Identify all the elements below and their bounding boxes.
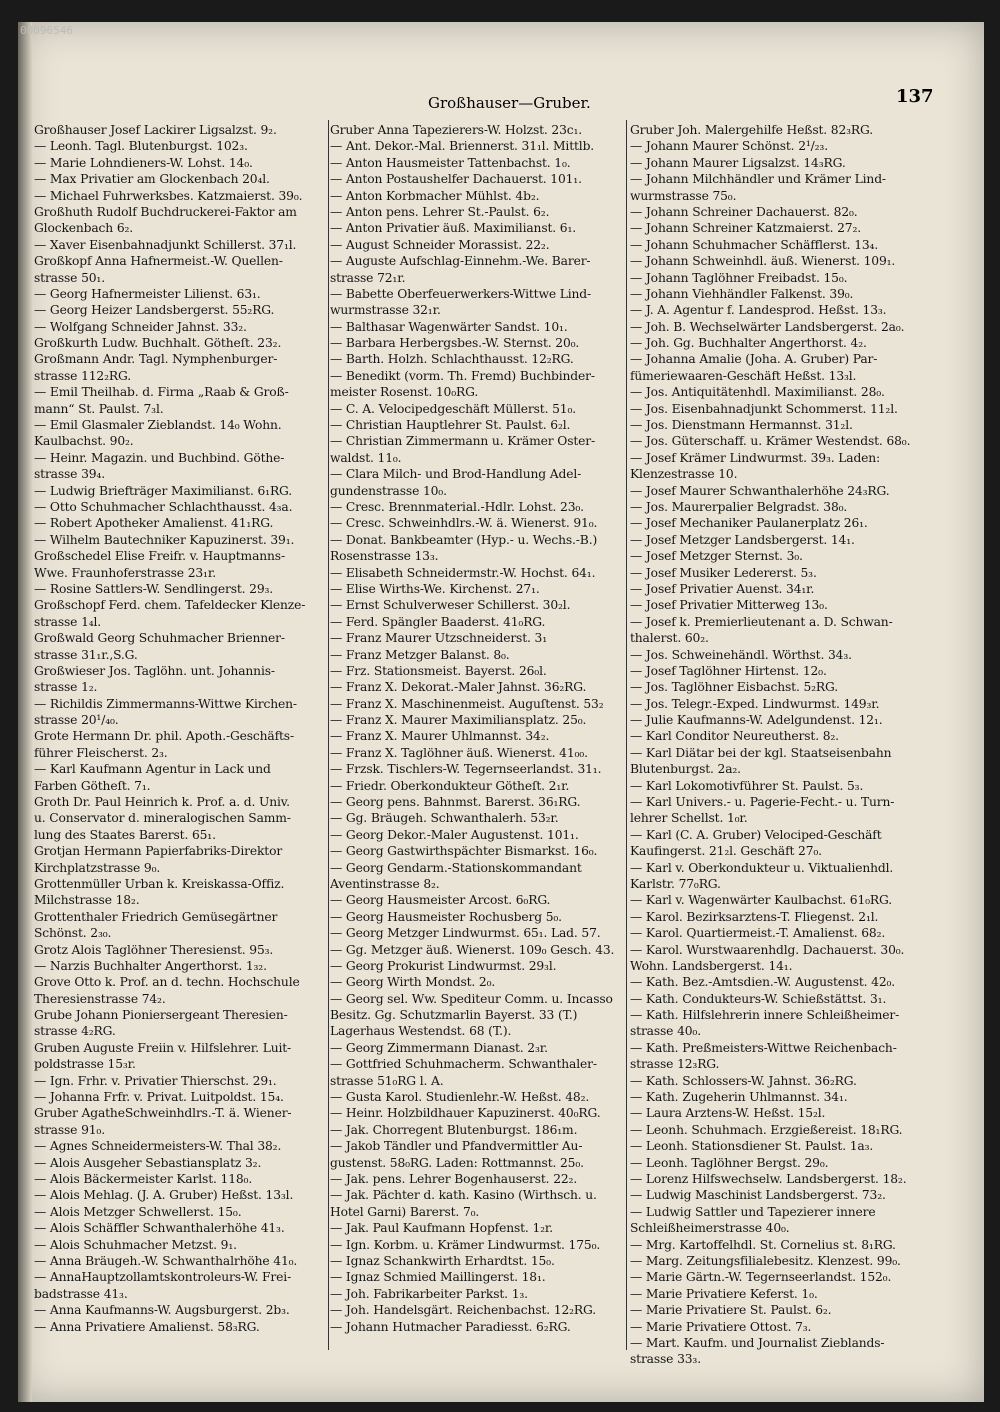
- directory-entry-line: Lagerhaus Westendst. 68 (T.).: [330, 1024, 512, 1039]
- directory-entry-line: — Joh. Gg. Buchhalter Angerthorst. 4₂.: [630, 336, 867, 351]
- directory-entry-line: Grotjan Hermann Papierfabriks-Direktor: [34, 844, 283, 859]
- directory-entry-line: Hotel Garni) Barerst. 7₀.: [330, 1204, 480, 1219]
- directory-entry-line: — Leonh. Taglöhner Bergst. 29₀.: [630, 1155, 829, 1170]
- directory-entry-line: — Josef Metzger Landsbergerst. 14₁.: [630, 532, 855, 547]
- directory-entry-line: — Emil Glasmaler Zieblandst. 14₀ Wohn.: [34, 418, 282, 433]
- directory-entry-line: — Heinr. Magazin. und Buchbind. Göthe-: [34, 450, 285, 465]
- directory-entry-line: — Karl Univers.- u. Pagerie-Fecht.- u. Turn-: [630, 795, 895, 810]
- directory-entry-line: — Anton Hausmeister Tattenbachst. 1₀.: [330, 155, 571, 170]
- directory-entry-line: — Franz Metzger Balanst. 8₀.: [330, 647, 510, 662]
- directory-entry-line: Grote Hermann Dr. phil. Apoth.-Geschäfts-: [34, 729, 294, 744]
- directory-entry-line: — Jak. pens. Lehrer Bogenhauserst. 22₂.: [330, 1172, 578, 1186]
- directory-entry-line: Gruber Anna Tapezierers-W. Holzst. 23c₁.: [330, 123, 583, 137]
- directory-entry-line: — Georg Hausmeister Arcost. 6₀RG.: [330, 893, 551, 908]
- directory-entry-line: — Frz. Stationsmeist. Bayerst. 26₀l.: [330, 663, 547, 678]
- column-divider: [626, 120, 627, 1350]
- directory-entry-line: strasse 12₃RG.: [630, 1057, 720, 1072]
- directory-entry-line: Gruber Joh. Malergehilfe Heßst. 82₃RG.: [630, 123, 874, 137]
- directory-entry-line: waldst. 11₀.: [330, 450, 402, 465]
- directory-entry-line: — Jos. Schweinehändl. Wörthst. 34₃.: [630, 647, 852, 662]
- directory-entry-line: — Anna Privatiere Amalienst. 58₃RG.: [34, 1319, 260, 1334]
- directory-entry-line: Kirchplatzstrasse 9₀.: [34, 860, 161, 875]
- directory-entry-line: meister Rosenst. 10₀RG.: [330, 385, 479, 400]
- directory-column-3: [630, 122, 926, 1382]
- directory-entry-line: strasse 39₄.: [34, 467, 105, 482]
- directory-entry-line: Karlstr. 77₀RG.: [630, 876, 721, 891]
- directory-entry-line: — Karl Diätar bei der kgl. Staatseisenbahn: [630, 745, 892, 760]
- directory-entry-line: Theresienstrasse 74₂.: [34, 991, 166, 1006]
- directory-entry-line: — Kath. Zugeherin Uhlmannst. 34₁.: [630, 1090, 848, 1105]
- directory-entry-line: Milchstrasse 18₂.: [34, 893, 140, 908]
- directory-entry-line: Großhuth Rudolf Buchdruckerei-Faktor am: [34, 204, 297, 219]
- directory-entry-line: Schönst. 2₃₀.: [34, 926, 112, 941]
- directory-entry-line: — Joh. Fabrikarbeiter Parkst. 1₃.: [330, 1286, 528, 1301]
- directory-entry-line: — Ludwig Sattler und Tapezierer innere: [630, 1204, 876, 1219]
- directory-entry-line: — Karl Conditor Neureutherst. 8₂.: [630, 729, 839, 744]
- directory-entry-line: — Georg Heizer Landsbergerst. 55₂RG.: [34, 303, 275, 318]
- directory-entry-line: — Kath. Bez.-Amtsdien.-W. Augustenst. 42₀.: [630, 975, 896, 990]
- directory-entry-line: strasse 4₂RG.: [34, 1024, 116, 1039]
- directory-entry-line: führer Fleischerst. 2₃.: [34, 745, 168, 760]
- directory-entry-line: — Wolfgang Schneider Jahnst. 33₂.: [34, 319, 247, 334]
- directory-entry-line: — Georg Hausmeister Rochusberg 5₀.: [330, 909, 562, 924]
- directory-entry-line: Rosenstrasse 13₃.: [330, 549, 439, 564]
- directory-entry-line: strasse 50₁.: [34, 270, 105, 285]
- directory-entry-line: Aventinstrasse 8₂.: [330, 876, 440, 891]
- directory-entry-line: — Jos. Eisenbahnadjunkt Schommerst. 11₂l.: [630, 401, 898, 416]
- directory-entry-line: — Benedikt (vorm. Th. Fremd) Buchbinder-: [330, 368, 595, 383]
- directory-entry-line: — Josef Privatier Mitterweg 13₀.: [630, 598, 828, 613]
- directory-entry-line: badstrasse 41₃.: [34, 1286, 128, 1301]
- directory-entry-line: — Jak. Paul Kaufmann Hopfenst. 1₂r.: [330, 1221, 554, 1236]
- directory-entry-line: — Franz X. Maschinenmeist. Auguſtenst. 53₂: [330, 696, 604, 711]
- directory-entry-line: — Ignaz Schmied Maillingerst. 18₁.: [330, 1270, 546, 1285]
- directory-entry-line: — Jak. Pächter d. kath. Kasino (Wirthsch. u.: [330, 1188, 597, 1203]
- directory-entry-line: — Georg Gastwirthspächter Bismarkst. 16₀.: [330, 844, 598, 859]
- directory-entry-line: — Ant. Dekor.-Mal. Briennerst. 31₁l. Mittlb.: [330, 139, 595, 154]
- directory-entry-line: — Kath. Hilfslehrerin innere Schleißheimer-: [630, 1008, 900, 1023]
- directory-entry-line: fümeriewaaren-Geschäft Heßst. 13₃l.: [630, 368, 857, 383]
- directory-entry-line: — Marie Privatiere Keferst. 1₀.: [630, 1286, 818, 1301]
- directory-entry-line: — Ludwig Briefträger Maximilianst. 6₁RG.: [34, 483, 293, 498]
- directory-entry-line: Großschedel Elise Freifr. v. Hauptmanns-: [34, 549, 285, 564]
- directory-entry-line: wurmstrasse 32₁r.: [330, 303, 441, 318]
- directory-entry-line: — Jak. Chorregent Blutenburgst. 186₁m.: [330, 1122, 578, 1137]
- directory-entry-line: — Elisabeth Schneidermstr.-W. Hochst. 64₁.: [330, 565, 596, 580]
- directory-entry-line: Kaulbachst. 90₂.: [34, 434, 134, 449]
- directory-entry-line: — Friedr. Oberkondukteur Götheſt. 2₁r.: [330, 778, 570, 793]
- directory-entry-line: — Georg Hafnermeister Lilienst. 63₁.: [34, 286, 261, 301]
- directory-entry-line: strasse 1₄l.: [34, 614, 102, 629]
- directory-entry-line: — Karol. Wurstwaarenhdlg. Dachauerst. 30₀.: [630, 942, 905, 957]
- directory-entry-line: — Anna Bräugeh.-W. Schwanthalrhöhe 41₀.: [34, 1253, 298, 1268]
- directory-entry-line: — Michael Fuhrwerksbes. Katzmaierst. 39₀.: [34, 188, 303, 203]
- directory-entry-line: — Otto Schuhmacher Schlachthausst. 4₃a.: [34, 499, 293, 514]
- directory-entry-line: — Josef Musiker Ledererst. 5₃.: [630, 565, 817, 580]
- directory-entry-line: — Lorenz Hilfswechselw. Landsbergerst. 18₂.: [630, 1172, 907, 1186]
- directory-entry-line: — Robert Apotheker Amalienst. 41₁RG.: [34, 516, 274, 531]
- directory-entry-line: — Georg sel. Ww. Spediteur Comm. u. Incasso: [330, 991, 613, 1006]
- directory-entry-line: — Auguste Aufschlag-Einnehm.-We. Barer-: [330, 254, 591, 269]
- directory-entry-line: — Babette Oberfeuerwerkers-Wittwe Lind-: [330, 286, 592, 301]
- directory-entry-line: Großwieser Jos. Taglöhn. unt. Johannis-: [34, 663, 275, 678]
- directory-entry-line: — Alois Schuhmacher Metzst. 9₁.: [34, 1237, 237, 1252]
- directory-entry-line: — Johanna Frfr. v. Privat. Luitpoldst. 15₄.: [34, 1090, 284, 1105]
- directory-entry-line: Grotz Alois Taglöhner Theresienst. 95₃.: [34, 942, 274, 957]
- directory-entry-line: — Gg. Bräugeh. Schwanthalerh. 53₂r.: [330, 811, 559, 826]
- directory-entry-line: Blutenburgst. 2a₂.: [630, 762, 741, 777]
- directory-entry-line: — Wilhelm Bautechniker Kapuzinerst. 39₁.: [34, 532, 295, 547]
- directory-entry-line: — Anton pens. Lehrer St.-Paulst. 6₂.: [330, 204, 550, 219]
- directory-entry-line: poldstrasse 15₃r.: [34, 1057, 136, 1072]
- directory-entry-line: — Josef Maurer Schwanthalerhöhe 24₃RG.: [630, 483, 890, 498]
- directory-entry-line: — Marie Gärtn.-W. Tegernseerlandst. 152₀.: [630, 1270, 892, 1285]
- directory-entry-line: — Xaver Eisenbahnadjunkt Schillerst. 37₁l.: [34, 237, 297, 252]
- directory-entry-line: Gruben Auguste Freiin v. Hilfslehrer. Luit-: [34, 1040, 292, 1055]
- directory-entry-line: — Josef k. Premierlieutenant a. D. Schwan-: [630, 614, 893, 629]
- directory-entry-line: strasse 31₁r.,S.G.: [34, 647, 138, 662]
- directory-entry-line: thalerst. 60₂.: [630, 631, 709, 646]
- directory-entry-line: strasse 20¹/₄₀.: [34, 713, 119, 728]
- directory-entry-line: strasse 40₀.: [630, 1024, 701, 1039]
- directory-entry-line: — Rosine Sattlers-W. Sendlingerst. 29₃.: [34, 581, 274, 596]
- directory-entry-line: — Cresc. Schweinhdlrs.-W. ä. Wienerst. 91₀.: [330, 516, 598, 531]
- directory-entry-line: — Anna Kaufmanns-W. Augsburgerst. 2b₃.: [34, 1303, 290, 1318]
- directory-entry-line: — Josef Privatier Auenst. 34₁r.: [630, 581, 815, 596]
- directory-entry-line: lehrer Schellst. 1₀r.: [630, 811, 748, 826]
- directory-entry-line: — Georg Prokurist Lindwurmst. 29₃l.: [330, 958, 557, 973]
- directory-entry-line: — Franz X. Dekorat.-Maler Jahnst. 36₂RG.: [330, 680, 587, 695]
- directory-entry-line: — Richildis Zimmermanns-Wittwe Kirchen-: [34, 696, 297, 711]
- directory-entry-line: — Joh. B. Wechselwärter Landsbergerst. 2a₀.: [630, 319, 905, 334]
- directory-entry-line: strasse 51₀RG l. A.: [330, 1073, 444, 1088]
- directory-entry-line: — Leonh. Stationsdiener St. Paulst. 1a₃.: [630, 1139, 874, 1154]
- directory-entry-line: — Donat. Bankbeamter (Hyp.- u. Wechs.-B.): [330, 532, 598, 547]
- directory-entry-line: Grube Johann Pioniersergeant Theresien-: [34, 1008, 288, 1023]
- directory-entry-line: Schleißheimerstrasse 40₀.: [630, 1221, 790, 1236]
- directory-entry-line: Besitz. Gg. Schutzmarlin Bayerst. 33 (T.): [330, 1008, 578, 1023]
- directory-entry-line: — Josef Mechaniker Paulanerplatz 26₁.: [630, 516, 868, 531]
- directory-entry-line: gundenstrasse 10₀.: [330, 483, 447, 498]
- directory-column-2: [330, 122, 626, 1382]
- directory-entry-line: Klenzestrasse 10.: [630, 467, 738, 482]
- directory-entry-line: — Karl v. Oberkondukteur u. Viktualienhdl.: [630, 860, 894, 875]
- directory-entry-line: Grove Otto k. Prof. an d. techn. Hochschule: [34, 975, 300, 990]
- directory-entry-line: — Johann Viehhändler Falkenst. 39₀.: [630, 286, 854, 301]
- directory-entry-line: — Marie Privatiere Ottost. 7₃.: [630, 1319, 812, 1334]
- directory-entry-line: — Karl Lokomotivführer St. Paulst. 5₃.: [630, 778, 864, 793]
- directory-entry-line: — Balthasar Wagenwärter Sandst. 10₁.: [330, 319, 568, 334]
- running-title: Großhauser—Gruber.: [428, 94, 591, 112]
- directory-entry-line: — Barbara Herbergsbes.-W. Sternst. 20₀.: [330, 336, 580, 351]
- directory-entry-line: — Max Privatier am Glockenbach 20₄l.: [34, 172, 270, 187]
- directory-entry-line: — Laura Arztens-W. Heßst. 15₂l.: [630, 1106, 826, 1121]
- directory-entry-line: — Jos. Güterschaff. u. Krämer Westendst. 68₀.: [630, 434, 911, 449]
- directory-entry-line: — Agnes Schneidermeisters-W. Thal 38₂.: [34, 1139, 282, 1154]
- page-number: 137: [896, 86, 934, 107]
- directory-entry-line: — Franz X. Maurer Maximiliansplatz. 25₀.: [330, 713, 587, 728]
- directory-entry-line: — Ludwig Maschinist Landsbergerst. 73₂.: [630, 1188, 886, 1203]
- book-spine-edge: [18, 22, 32, 1402]
- directory-entry-line: Groth Dr. Paul Heinrich k. Prof. a. d. Univ.: [34, 795, 290, 810]
- directory-entry-line: — Johann Schreiner Dachauerst. 82₀.: [630, 204, 858, 219]
- directory-entry-line: — Georg Gendarm.-Stationskommandant: [330, 860, 582, 875]
- directory-entry-line: — Cresc. Brennmaterial.-Hdlr. Lohst. 23₀.: [330, 499, 584, 514]
- directory-entry-line: Kaufingerst. 21₂l. Geschäft 27₀.: [630, 844, 822, 859]
- directory-entry-line: — August Schneider Morassist. 22₂.: [330, 237, 550, 252]
- directory-entry-line: — Jos. Dienstmann Hermannst. 31₂l.: [630, 418, 853, 433]
- directory-entry-line: — Alois Metzger Schwellerst. 15₀.: [34, 1204, 242, 1219]
- directory-entry-line: — Narzis Buchhalter Angerthorst. 1₃₂.: [34, 958, 267, 973]
- directory-entry-line: — Ernst Schulverweser Schillerst. 30₂l.: [330, 598, 571, 613]
- directory-entry-line: Wwe. Fraunhoferstrasse 23₁r.: [34, 565, 216, 580]
- directory-entry-line: lung des Staates Barerst. 65₁.: [34, 827, 216, 842]
- directory-entry-line: — Josef Krämer Lindwurmst. 39₃. Laden:: [630, 450, 881, 465]
- directory-entry-line: — Karl v. Wagenwärter Kaulbachst. 61₀RG.: [630, 893, 893, 908]
- directory-entry-line: — Kath. Condukteurs-W. Schießstättst. 3₁.: [630, 991, 887, 1006]
- page-header: [18, 74, 984, 112]
- directory-column-1: [34, 122, 330, 1382]
- directory-entry-line: — Jos. Telegr.-Exped. Lindwurmst. 149₃r.: [630, 696, 880, 711]
- directory-entry-line: — Georg pens. Bahnmst. Barerst. 36₁RG.: [330, 795, 581, 810]
- directory-entry-line: — Jos. Taglöhner Eisbachst. 5₂RG.: [630, 680, 839, 695]
- directory-entry-line: — Georg Metzger Lindwurmst. 65₁. Lad. 57.: [330, 926, 601, 941]
- directory-entry-line: Wohn. Landsbergerst. 14₁.: [630, 958, 793, 973]
- directory-entry-line: Großmann Andr. Tagl. Nymphenburger-: [34, 352, 278, 367]
- directory-entry-line: — Marie Lohndieners-W. Lohst. 14₀.: [34, 155, 253, 170]
- directory-entry-line: strasse 91₀.: [34, 1122, 105, 1137]
- directory-entry-line: u. Conservator d. mineralogischen Samm-: [34, 811, 291, 826]
- directory-entry-line: — Anton Privatier äuß. Maximilianst. 6₁.: [330, 221, 576, 236]
- directory-entry-line: — Julie Kaufmanns-W. Adelgundenst. 12₁.: [630, 713, 883, 728]
- directory-entry-line: — Franz X. Taglöhner äuß. Wienerst. 41₀₀.: [330, 745, 588, 760]
- directory-entry-line: — Karol. Bezirksarztens-T. Fliegenst. 2₁l.: [630, 909, 879, 924]
- directory-entry-line: — Leonh. Tagl. Blutenburgst. 102₃.: [34, 139, 248, 154]
- directory-entry-line: — Alois Schäffler Schwanthalerhöhe 41₃.: [34, 1221, 285, 1236]
- directory-entry-line: gustenst. 58₀RG. Laden: Rottmannst. 25₀.: [330, 1155, 584, 1170]
- directory-entry-line: — Ign. Frhr. v. Privatier Thierschst. 29₁.: [34, 1073, 277, 1088]
- directory-page: [18, 22, 984, 1402]
- directory-entry-line: — Josef Metzger Sternst. 3₀.: [630, 549, 803, 564]
- directory-entry-line: — Gusta Karol. Studienlehr.-W. Heßst. 48₂.: [330, 1090, 590, 1105]
- directory-entry-line: Großwald Georg Schuhmacher Brienner-: [34, 631, 285, 646]
- directory-entry-line: — Kath. Schlossers-W. Jahnst. 36₂RG.: [630, 1073, 857, 1088]
- directory-entry-line: — Kath. Preßmeisters-Wittwe Reichenbach-: [630, 1040, 897, 1055]
- directory-entry-line: — Karol. Quartiermeist.-T. Amalienst. 68₂.: [630, 926, 886, 941]
- directory-entry-line: Farben Götheſt. 7₁.: [34, 778, 151, 793]
- directory-entry-line: — Anton Postaushelfer Dachauerst. 101₁.: [330, 172, 582, 187]
- directory-entry-line: — J. A. Agentur f. Landesprod. Heßst. 13₃.: [630, 303, 887, 318]
- directory-entry-line: — Christian Hauptlehrer St. Paulst. 6₂l.: [330, 418, 571, 433]
- directory-entry-line: Großhauser Josef Lackirer Ligsalzst. 9₂.: [34, 123, 277, 137]
- directory-entry-line: — Johann Maurer Ligsalzst. 14₃RG.: [630, 155, 846, 170]
- directory-entry-line: mann“ St. Paulst. 7₃l.: [34, 401, 164, 416]
- directory-entry-line: — Anton Korbmacher Mühlst. 4b₂.: [330, 188, 540, 203]
- directory-entry-line: Großkurth Ludw. Buchhalt. Götheſt. 23₂.: [34, 336, 282, 351]
- directory-entry-line: — Barth. Holzh. Schlachthausst. 12₂RG.: [330, 352, 574, 367]
- directory-entry-line: — C. A. Velocipedgeschäft Müllerst. 51₀.: [330, 401, 576, 416]
- directory-entry-line: — Ferd. Spängler Baaderst. 41₀RG.: [330, 614, 546, 629]
- directory-entry-line: — Mart. Kaufm. und Journalist Zieblands-: [630, 1335, 885, 1350]
- directory-entry-line: — Johanna Amalie (Joha. A. Gruber) Par-: [630, 352, 878, 367]
- directory-entry-line: — Joh. Handelsgärt. Reichenbachst. 12₂RG.: [330, 1303, 597, 1318]
- directory-entry-line: — Karl Kaufmann Agentur in Lack und: [34, 762, 271, 777]
- directory-entry-line: — Ign. Korbm. u. Krämer Lindwurmst. 175₀.: [330, 1237, 601, 1252]
- directory-entry-line: — Johann Maurer Schönst. 2¹/₂₃.: [630, 139, 828, 154]
- directory-entry-line: — Alois Mehlag. (J. A. Gruber) Heßst. 13₃l.: [34, 1188, 294, 1203]
- directory-entry-line: strasse 33₃.: [630, 1352, 701, 1367]
- directory-entry-line: — Frzsk. Tischlers-W. Tegernseerlandst. 31₁.: [330, 762, 602, 777]
- directory-entry-line: Großschopf Ferd. chem. Tafeldecker Klenze-: [34, 598, 306, 613]
- directory-entry-line: — Jos. Maurerpalier Belgradst. 38₀.: [630, 499, 848, 514]
- directory-entry-line: — Johann Milchhändler und Krämer Lind-: [630, 172, 886, 187]
- directory-entry-line: — Ignaz Schankwirth Erhardtst. 15₀.: [330, 1253, 555, 1268]
- directory-entry-line: — Marie Privatiere St. Paulst. 6₂.: [630, 1303, 832, 1318]
- directory-entry-line: — AnnaHauptzollamtskontroleurs-W. Frei-: [34, 1270, 292, 1285]
- directory-entry-line: — Marg. Zeitungsfilialebesitz. Klenzest. 99₀.: [630, 1253, 901, 1268]
- directory-entry-line: — Franz Maurer Utzschneiderst. 3₁: [330, 631, 547, 646]
- directory-entry-line: strasse 72₁r.: [330, 270, 406, 285]
- directory-entry-line: strasse 1₂.: [34, 680, 98, 695]
- directory-entry-line: — Christian Zimmermann u. Krämer Oster-: [330, 434, 596, 449]
- directory-entry-line: — Alois Bäckermeister Karlst. 118₀.: [34, 1172, 253, 1186]
- directory-entry-line: Gruber AgatheSchweinhdlrs.-T. ä. Wiener-: [34, 1106, 292, 1121]
- directory-entry-line: Grottenmüller Urban k. Kreiskassa-Offiz.: [34, 876, 285, 891]
- directory-entry-line: Grottenthaler Friedrich Gemüsegärtner: [34, 909, 278, 924]
- directory-entry-line: — Johann Schreiner Katzmaierst. 27₂.: [630, 221, 862, 236]
- directory-entry-line: — Georg Wirth Mondst. 2₀.: [330, 975, 496, 990]
- directory-entry-line: — Heinr. Holzbildhauer Kapuzinerst. 40₀RG.: [330, 1106, 601, 1121]
- directory-entry-line: Glockenbach 6₂.: [34, 221, 134, 236]
- directory-entry-line: — Johann Taglöhner Freibadst. 15₀.: [630, 270, 848, 285]
- directory-entry-line: — Elise Wirths-We. Kirchenst. 27₁.: [330, 581, 540, 596]
- directory-entry-line: — Johann Schweinhdl. äuß. Wienerst. 109₁.: [630, 254, 896, 269]
- directory-entry-line: — Karl (C. A. Gruber) Velociped-Geschäft: [630, 827, 882, 842]
- directory-entry-line: — Alois Ausgeher Sebastiansplatz 3₂.: [34, 1155, 262, 1170]
- directory-entry-line: — Johann Schuhmacher Schäfflerst. 13₄.: [630, 237, 879, 252]
- directory-entry-line: — Jos. Antiquitätenhdl. Maximilianst. 28₀.: [630, 385, 885, 400]
- reference-number: 00096546: [20, 24, 73, 37]
- directory-entry-line: wurmstrasse 75₀.: [630, 188, 737, 203]
- directory-entry-line: strasse 112₂RG.: [34, 368, 131, 383]
- directory-entry-line: — Emil Theilhab. d. Firma „Raab & Groß-: [34, 385, 289, 400]
- directory-entry-line: — Georg Dekor.-Maler Augustenst. 101₁.: [330, 827, 579, 842]
- directory-entry-line: — Jakob Tändler und Pfandvermittler Au-: [330, 1139, 583, 1154]
- directory-entry-line: — Mrg. Kartoffelhdl. St. Cornelius st. 8₁RG.: [630, 1237, 896, 1252]
- directory-entry-line: — Franz X. Maurer Uhlmannst. 34₂.: [330, 729, 550, 744]
- directory-entry-line: — Gg. Metzger äuß. Wienerst. 109₀ Gesch. 43.: [330, 942, 615, 957]
- directory-entry-line: — Georg Zimmermann Dianast. 2₃r.: [330, 1040, 548, 1055]
- directory-entry-line: — Leonh. Schuhmach. Erzgießereist. 18₁RG.: [630, 1122, 903, 1137]
- directory-entry-line: — Clara Milch- und Brod-Handlung Adel-: [330, 467, 582, 482]
- directory-entry-line: — Johann Hutmacher Paradiesst. 6₂RG.: [330, 1319, 571, 1334]
- directory-entry-line: — Gottfried Schuhmacherm. Schwanthaler-: [330, 1057, 597, 1072]
- directory-entry-line: — Josef Taglöhner Hirtenst. 12₀.: [630, 663, 827, 678]
- directory-entry-line: Großkopf Anna Hafnermeist.-W. Quellen-: [34, 254, 283, 269]
